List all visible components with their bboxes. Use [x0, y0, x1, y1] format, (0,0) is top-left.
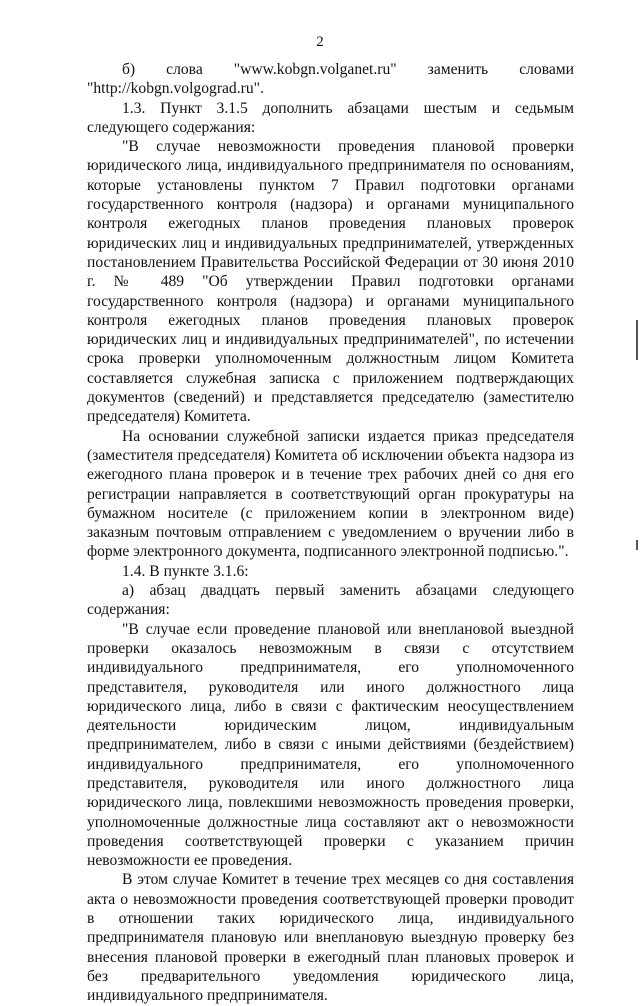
- paragraph-5: 1.4. В пункте 3.1.6:: [122, 562, 249, 580]
- document-body: [87, 60, 574, 1006]
- scan-edge-mark-1: [636, 320, 638, 360]
- paragraph-8: В этом случае Комитет в течение трех месяцев со дня составления акта о невозможности проведения соответствующей проверки проводит в отношении таких юридического лица, индивидуального предпринимателя плановую или внеплановую выездную проверку без внесения плановой проверки в ежегодный план плановых проверок и без предварительного уведомления юридического лица, индивидуального предпринимателя.: [87, 871, 574, 1005]
- paragraph-6: а) абзац двадцать первый заменить абзацами следующего содержания:: [87, 582, 574, 619]
- paragraph-3: "В случае невозможности проведения плановой проверки юридического лица, индивидуального предпринимателя по основаниям, которые установлены пунктом 7 Правил подготовки органами государственного контроля (надзора) и органами муниципального контроля ежегодных планов проведения плановых проверок юридических лиц и индивидуальных предпринимателей, утвержденных постановлением Правительства Российской Федерации от 30 июня 2010 г. № 489 "Об утверждении Правил подготовки органами государственного контроля (надзора) и органами муниципального контроля ежегодных планов проведения плановых проверок юридических лиц и индивидуальных предпринимателей", по истечении срока проверки уполномоченным должностным лицом Комитета составляется служебная записка с приложением подтверждающих документов (сведений) и представляется председателю (заместителю председателя) Комитета.: [87, 138, 574, 426]
- paragraph-4: На основании служебной записки издается приказ председателя (заместителя председателя) Комитета об исключении объекта надзора из ежегодного плана проверок и в течение трех рабочих дней со дня его регистрации направляется в соответствующий орган прокуратуры на бумажном носителе (с приложением копии в электронном виде) заказным почтовым отправлением с уведомлением о вручении либо в форме электронного документа, подписанного электронной подписью.".: [87, 427, 574, 561]
- paragraph-1: б) слова "www.kobgn.volganet.ru" заменить словами "http://kobgn.volgograd.ru".: [87, 61, 574, 98]
- paragraph-7: "В случае если проведение плановой или внеплановой выездной проверки оказалось невозможным в связи с отсутствием индивидуального предпринимателя, его уполномоченного представителя, руководителя или иного должностного лица юридического лица, либо в связи с фактическим неосуществлением деятельности юридическим лицом, индивидуальным предпринимателем, либо в связи с иными действиями (бездействием) индивидуального предпринимателя, его уполномоченного представителя, руководителя или иного должностного лица юридического лица, повлекшими невозможность проведения проверки, уполномоченные должностные лица составляют акт о невозможности проведения соответствующей проверки с указанием причин невозможности ее проведения.: [87, 620, 574, 870]
- paragraph-2: 1.3. Пункт 3.1.5 дополнить абзацами шестым и седьмым следующего содержания:: [87, 99, 574, 136]
- page-number: 2: [316, 34, 324, 50]
- scan-edge-mark-2: [636, 540, 638, 550]
